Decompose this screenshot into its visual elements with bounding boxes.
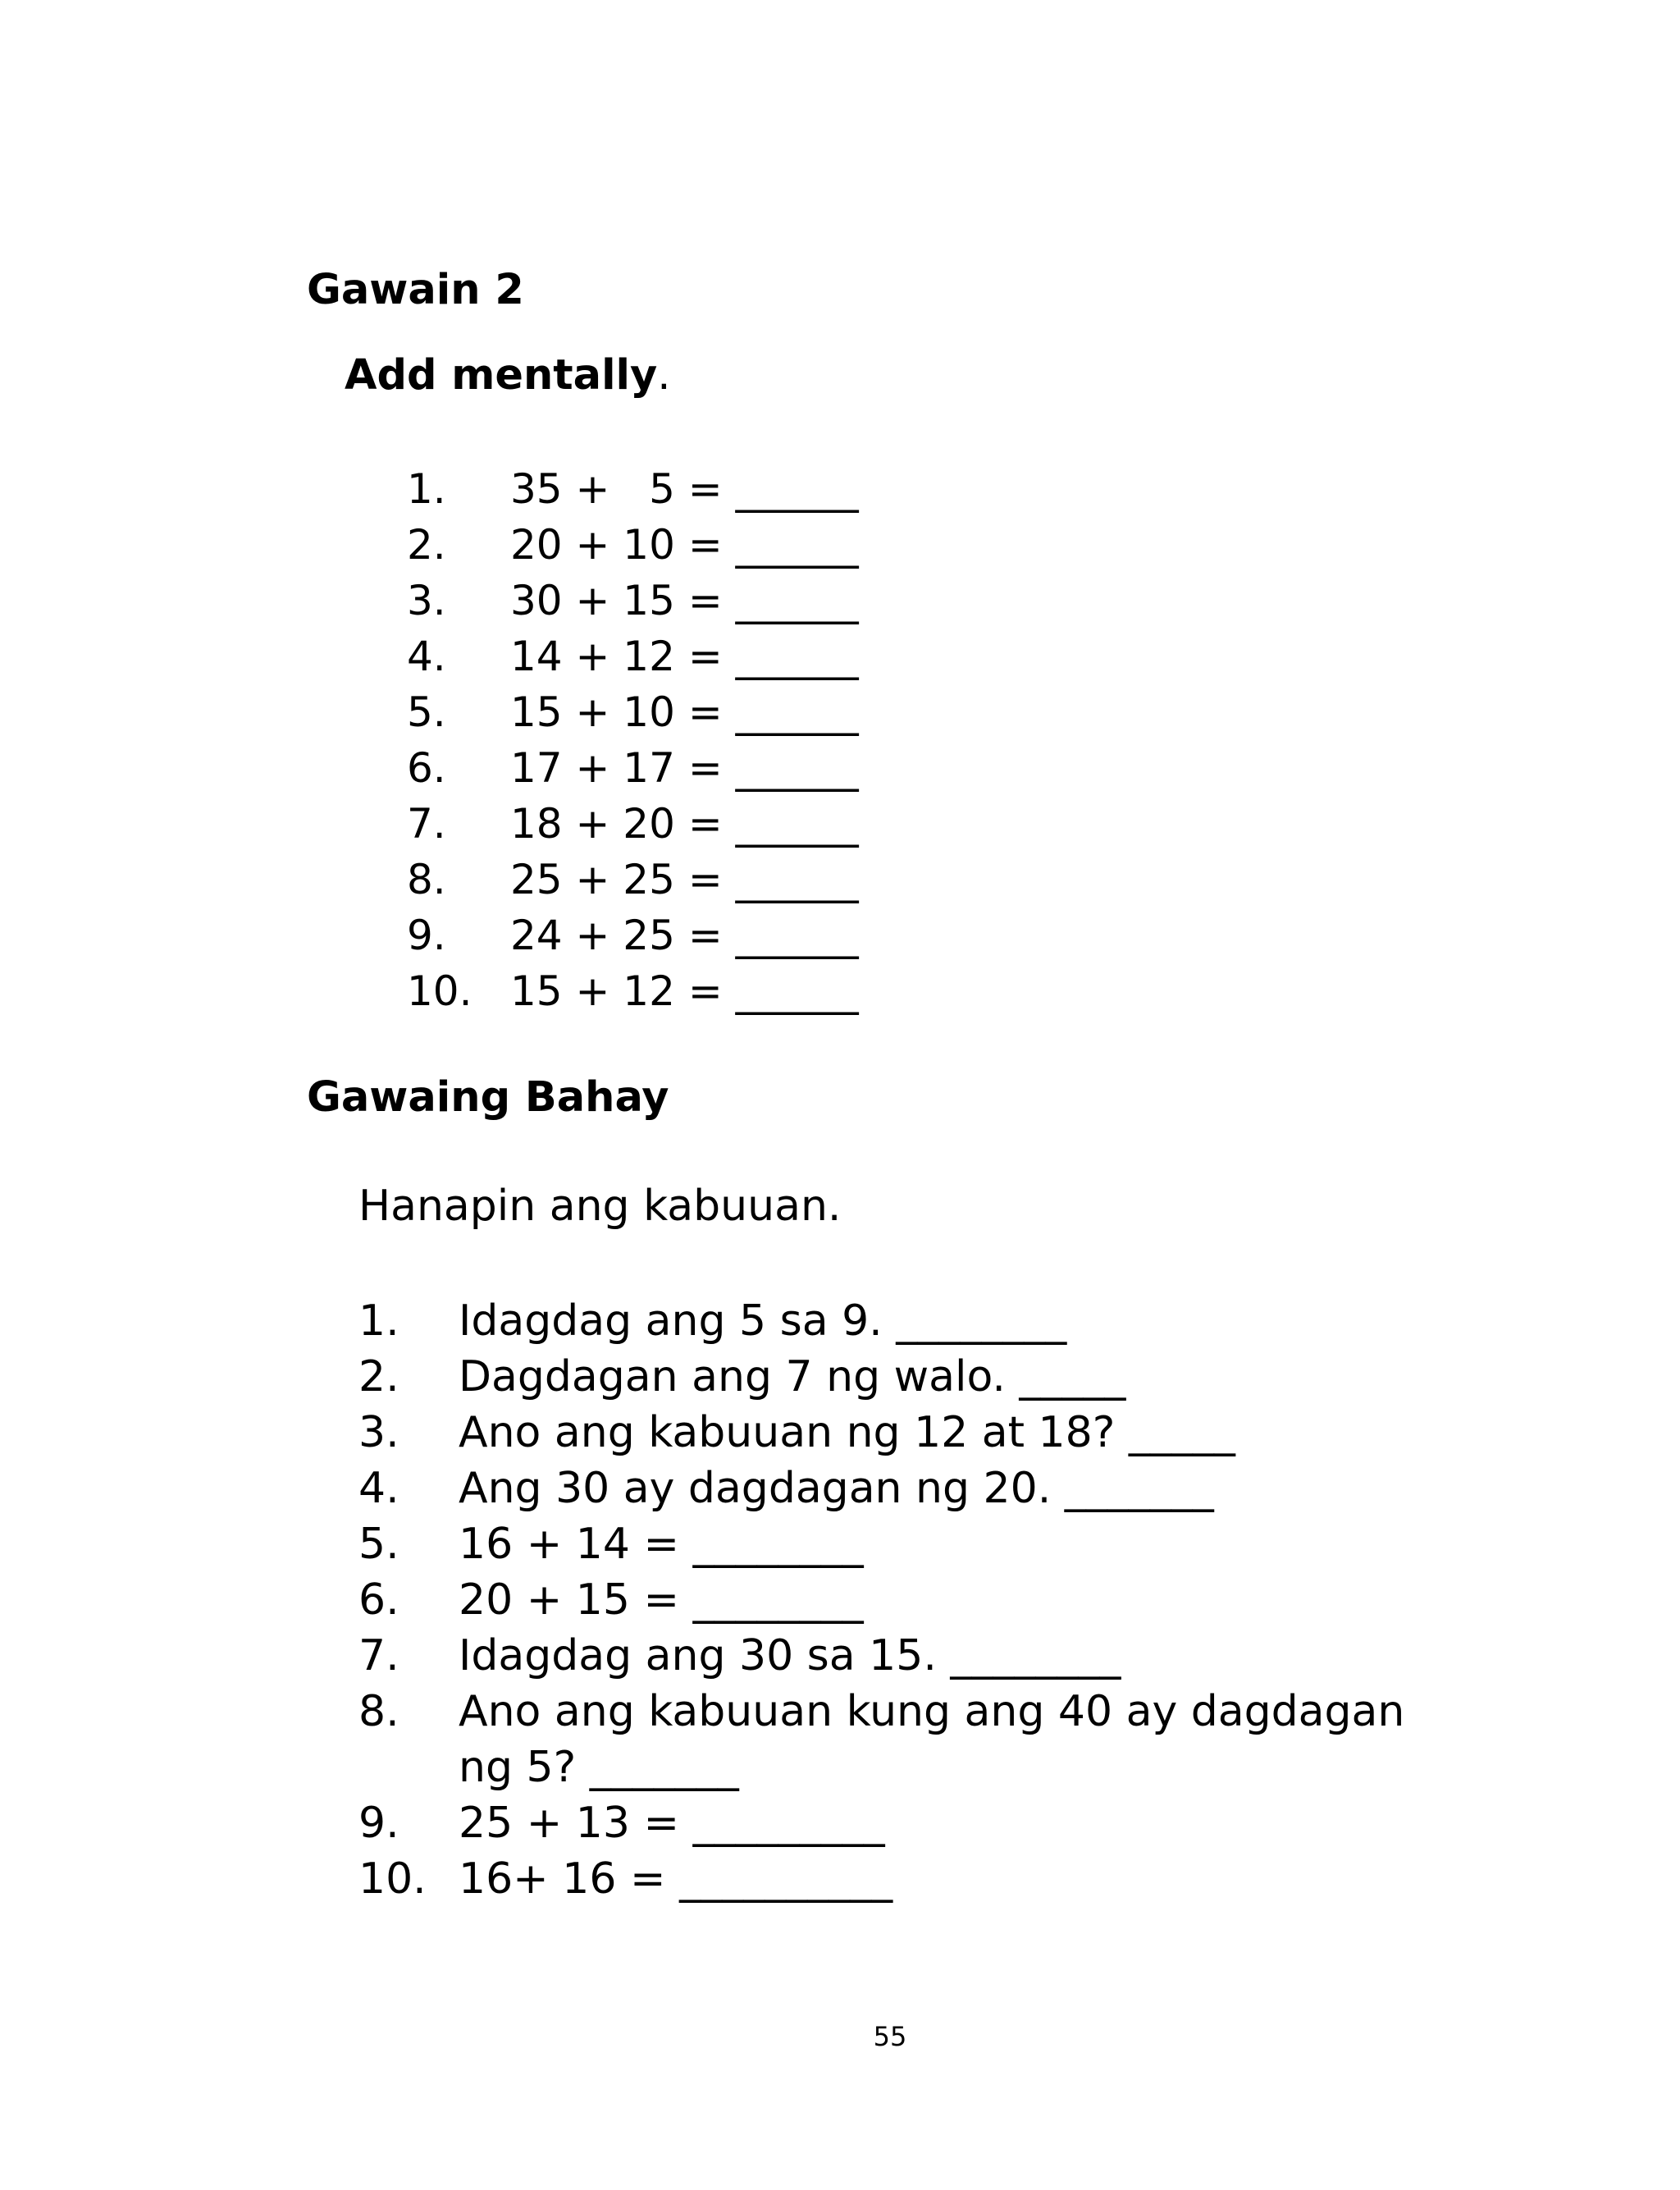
list-item xyxy=(358,1349,1404,1405)
item-number: 2. xyxy=(407,521,446,569)
item-number: 1. xyxy=(358,1296,399,1346)
activity-instruction xyxy=(345,351,671,400)
addition-problem: 15 + 12 = ______ xyxy=(510,967,859,1015)
question-text: Idagdag ang 5 sa 9. ________ xyxy=(459,1296,1067,1346)
question-text: 25 + 13 = _________ xyxy=(459,1799,885,1848)
item-number: 7. xyxy=(358,1631,399,1680)
list-item xyxy=(358,1684,1404,1795)
list-item xyxy=(358,1405,1404,1461)
list-item xyxy=(358,1461,1404,1516)
item-number: 10. xyxy=(407,967,472,1015)
question-text: 16 + 14 = ________ xyxy=(459,1520,864,1569)
item-number: 9. xyxy=(358,1799,399,1848)
item-number: 5. xyxy=(358,1520,399,1569)
item-number: 8. xyxy=(358,1687,399,1736)
item-number: 4. xyxy=(358,1464,399,1513)
item-number: 8. xyxy=(407,856,446,903)
item-number: 3. xyxy=(358,1408,399,1457)
addition-problem: 30 + 15 = ______ xyxy=(510,577,859,624)
addition-problem: 24 + 25 = ______ xyxy=(510,912,859,959)
item-number: 6. xyxy=(407,744,446,792)
addition-problem: 15 + 10 = ______ xyxy=(510,688,859,736)
item-number: 1. xyxy=(407,465,446,513)
question-text: Ang 30 ay dagdagan ng 20. _______ xyxy=(459,1464,1214,1513)
homework-list xyxy=(358,1293,1404,1907)
addition-problem: 17 + 17 = ______ xyxy=(510,744,859,792)
page-number: 55 xyxy=(873,2021,907,2052)
addition-problem: 20 + 10 = ______ xyxy=(510,521,859,569)
question-text: Idagdag ang 30 sa 15. ________ xyxy=(459,1631,1121,1680)
list-item xyxy=(358,1795,1404,1851)
item-number: 10. xyxy=(358,1854,427,1904)
question-text: 20 + 15 = ________ xyxy=(459,1575,864,1625)
item-number: 5. xyxy=(407,688,446,736)
item-number: 7. xyxy=(407,800,446,848)
homework-instruction: Hanapin ang kabuuan. xyxy=(358,1182,842,1231)
item-number: 2. xyxy=(358,1352,399,1401)
item-number: 6. xyxy=(358,1575,399,1625)
item-number: 4. xyxy=(407,633,446,680)
homework-title: Gawaing Bahay xyxy=(307,1073,669,1122)
instruction-period: . xyxy=(657,351,671,400)
addition-problem: 14 + 12 = ______ xyxy=(510,633,859,680)
item-number: 9. xyxy=(407,912,446,959)
addition-problem: 25 + 25 = ______ xyxy=(510,856,859,903)
question-text: ng 5? _______ xyxy=(459,1743,739,1792)
question-text: 16+ 16 = __________ xyxy=(459,1854,893,1904)
question-text: Ano ang kabuuan kung ang 40 ay dagdagan xyxy=(459,1687,1405,1736)
list-item xyxy=(358,1293,1404,1349)
list-item xyxy=(358,1516,1404,1572)
instruction-text: Add mentally xyxy=(345,351,658,400)
list-item xyxy=(358,1572,1404,1628)
list-item xyxy=(358,1851,1404,1907)
question-text: Ano ang kabuuan ng 12 at 18? _____ xyxy=(459,1408,1235,1457)
addition-problem: 35 + 5 = ______ xyxy=(510,465,859,513)
addition-problem: 18 + 20 = ______ xyxy=(510,800,859,848)
item-number: 3. xyxy=(407,577,446,624)
question-text: Dagdagan ang 7 ng walo. _____ xyxy=(459,1352,1126,1401)
activity-title: Gawain 2 xyxy=(307,266,524,314)
list-item xyxy=(358,1628,1404,1684)
